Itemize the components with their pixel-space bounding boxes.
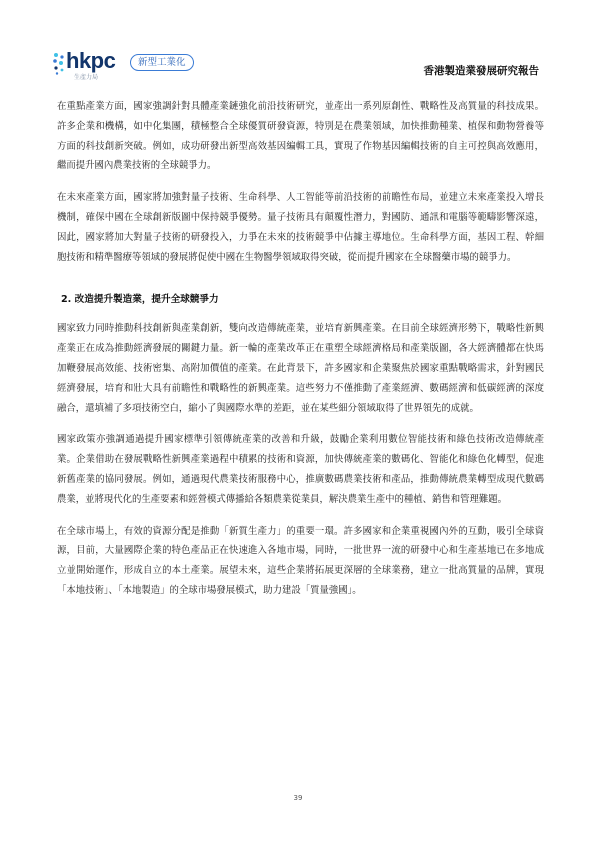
- paragraph: 國家致力同時推動科技創新與產業創新，雙向改造傳統產業，並培育新興產業。在目前全球經濟形勢下，戰略性新興產業正在成為推動經濟發展的關鍵力量。新一輪的產業改革正在重塑全球經濟格局和產業版圖，各大經濟體都在快馬加鞭發展高效能、技術密集、高附加價值的產業。在此背景下，許多國家和企業聚焦於國家重點戰略需求，針對國民經濟發展，培育和壯大具有前瞻性和戰略性的新興產業。這些努力不僅推動了產業經濟、數碼經濟和低碳經濟的深度融合，還填補了多項技術空白，縮小了與國際水準的差距，並在某些細分領域取得了世界領先的成就。: [57, 323, 544, 414]
- page-number: 39: [293, 794, 303, 802]
- report-title: 香港製造業發展研究報告: [423, 65, 539, 77]
- logo-dots-icon: [52, 52, 66, 76]
- paragraph: 國家政策亦強調通過提升國家標準引領傳統產業的改善和升級，鼓勵企業利用數位智能技術和綠色技術改造傳統產業。企業借助在發展戰略性新興產業過程中積累的技術和資源，加快傳統產業的數碼化、智能化和綠色化轉型，促進新舊產業的協同發展。例如，通過現代農業技術服務中心，推廣數碼農業技術和產品，推動傳統農業轉型成現代數碼農業，並將現代化的生產要素和經營模式傳播給各類農業從業員，解決農業生產中的種植、銷售和管理難題。: [57, 434, 544, 505]
- page-content: [57, 97, 544, 613]
- hkpc-logo: [52, 48, 212, 82]
- paragraph: 在重點產業方面，國家強調針對具體產業鏈強化前沿技術研究，並產出一系列原創性、戰略性及高質量的科技成果。許多企業和機構，如中化集團，積極整合全球優質研發資源，特別是在農業領域，加快推動種業、植保和動物營養等方面的科技創新突破。例如，成功研發出新型高效基因編輯工具，實現了作物基因編輯技術的自主可控與高效應用，繼而提升國內農業技術的全球競爭力。: [57, 101, 544, 172]
- logo-pill-badge: 新型工業化: [130, 54, 194, 71]
- logo-subtitle: 生產力局: [74, 75, 99, 81]
- page-header: [0, 0, 596, 86]
- logo-wordmark: hkpc: [66, 48, 116, 73]
- paragraph: 在全球市場上，有效的資源分配是推動「新質生產力」的重要一環。許多國家和企業重視國內外的互動，吸引全球資源，目前，大量國際企業的特色產品正在快速進入各地市場，同時，一批世界一流的研發中心和生產基地已在多地成立並開始運作，形成自立的本土產業。展望未來，這些企業將拓展更深層的全球業務，建立一批高質量的品牌，實現「本地技術」、「本地製造」的全球市場發展模式，助力建設「質量強國」。: [57, 525, 544, 596]
- section-heading: 2. 改造提升製造業，提升全球競爭力: [61, 294, 219, 306]
- paragraph: 在未來產業方面，國家將加強對量子技術、生命科學、人工智能等前沿技術的前瞻性布局，並建立未來產業投入增長機制，確保中國在全球創新版圖中保持競爭優勢。量子技術具有顛覆性潛力，對國防、通訊和電腦等範疇影響深遠，因此，國家將加大對量子技術的研發投入，力爭在未來的技術競爭中佔據主導地位。生命科學方面，基因工程、幹細胞技術和精準醫療等領域的發展將促使中國在生物醫學領域取得突破，從而提升國家在全球醫藥市場的競爭力。: [57, 192, 544, 263]
